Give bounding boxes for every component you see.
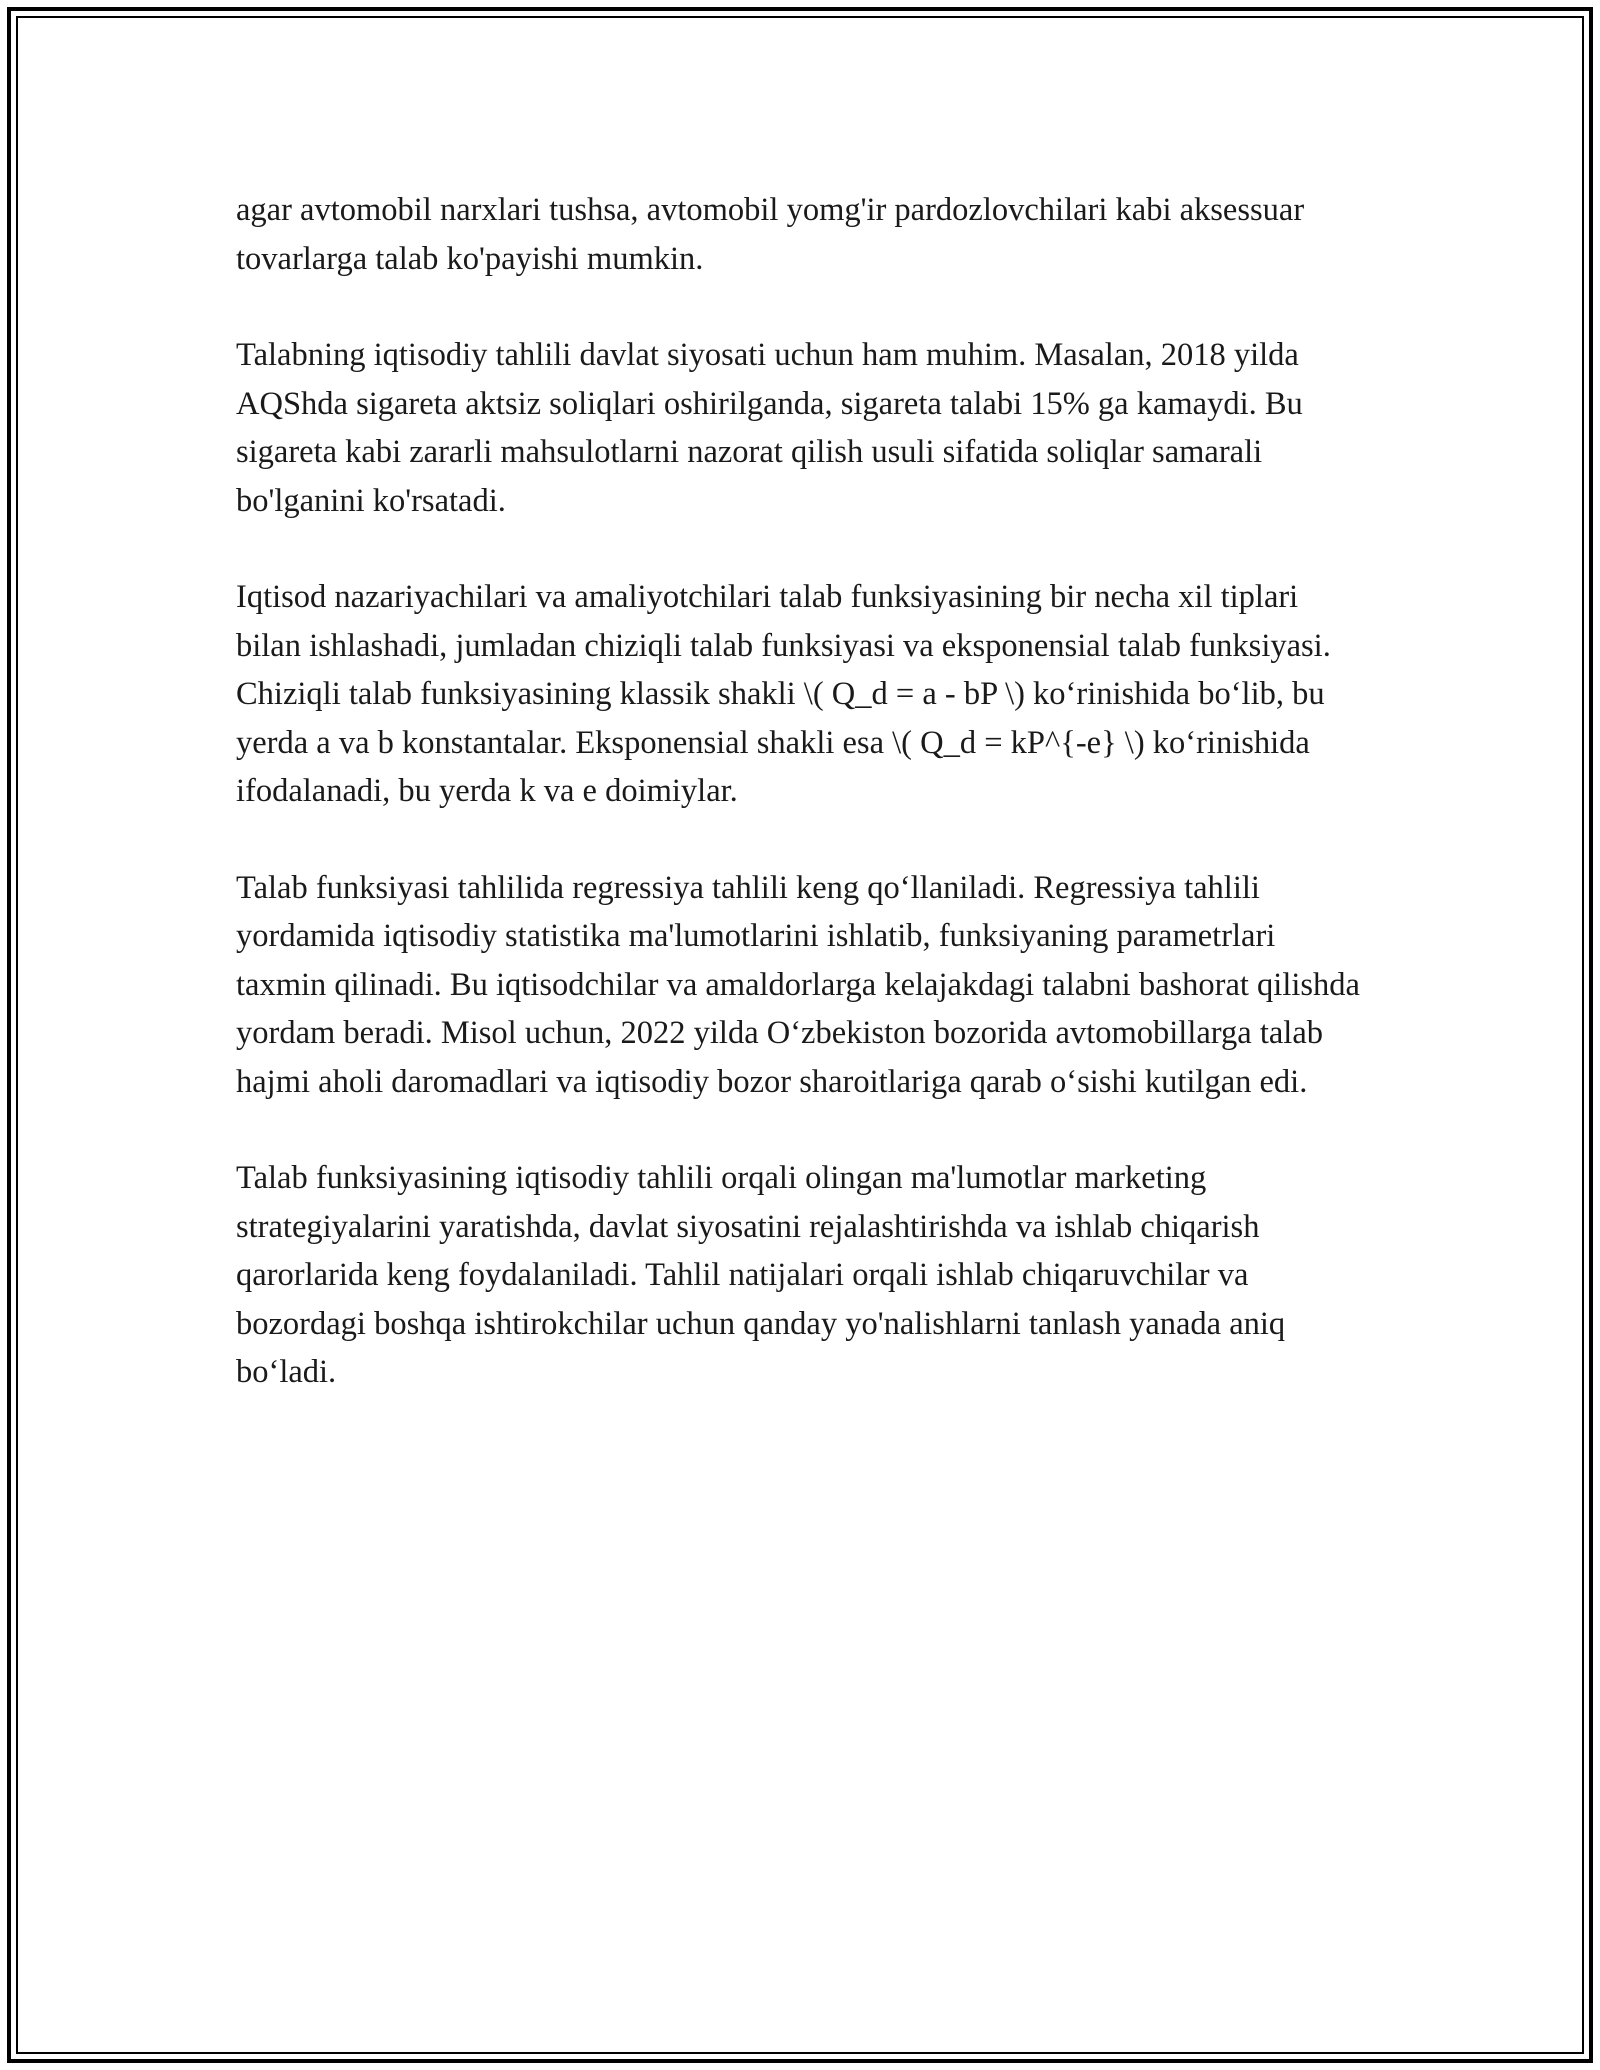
paragraph-1: agar avtomobil narxlari tushsa, avtomobil yomg'ir pardozlovchilari kabi aksessuar tovarlarga talab ko'payishi mumkin.: [236, 192, 1305, 277]
paragraph-3: Iqtisod nazariyachilari va amaliyotchilari talab funksiyasining bir necha xil tiplari bilan ishlashadi, jumladan chiziqli talab funksiyasi va eksponensial talab funksiyasi. Chiziqli talab funksiyasining klassik shakli \( Q_d = a - bP \) ko‘rinishida bo‘lib, bu yerda a va b konstantalar. Eksponensial shakli esa \( Q_d = kP^{-e} \) ko‘rinishida ifodalanadi, bu yerda k va e doimiylar.: [236, 579, 1331, 809]
document-body: [236, 186, 1366, 1445]
paragraph-4: Talab funksiyasi tahlilida regressiya tahlili keng qo‘llaniladi. Regressiya tahlili yordamida iqtisodiy statistika ma'lumotlarini ishlatib, funksiyaning parametrlari taxmin qilinadi. Bu iqtisodchilar va amaldorlarga kelajakdagi talabni bashorat qilishda yordam beradi. Misol uchun, 2022 yilda O‘zbekiston bozorida avtomobillarga talab hajmi aholi daromadlari va iqtisodiy bozor sharoitlariga qarab o‘sishi kutilgan edi.: [236, 869, 1360, 1100]
paragraph-5: Talab funksiyasining iqtisodiy tahlili orqali olingan ma'lumotlar marketing strategiyalarini yaratishda, davlat siyosatini rejalashtirishda va ishlab chiqarish qarorlarida keng foydalaniladi. Tahlil natijalari orqali ishlab chiqaruvchilar va bozordagi boshqa ishtirokchilar uchun qanday yo'nalishlarni tanlash yanada aniq bo‘ladi.: [236, 1160, 1286, 1390]
paragraph-2: Talabning iqtisodiy tahlili davlat siyosati uchun ham muhim. Masalan, 2018 yilda AQShda sigareta aktsiz soliqlari oshirilganda, sigareta talabi 15% ga kamaydi. Bu sigareta kabi zararli mahsulotlarni nazorat qilish usuli sifatida soliqlar samarali bo'lganini ko'rsatadi.: [236, 337, 1303, 519]
